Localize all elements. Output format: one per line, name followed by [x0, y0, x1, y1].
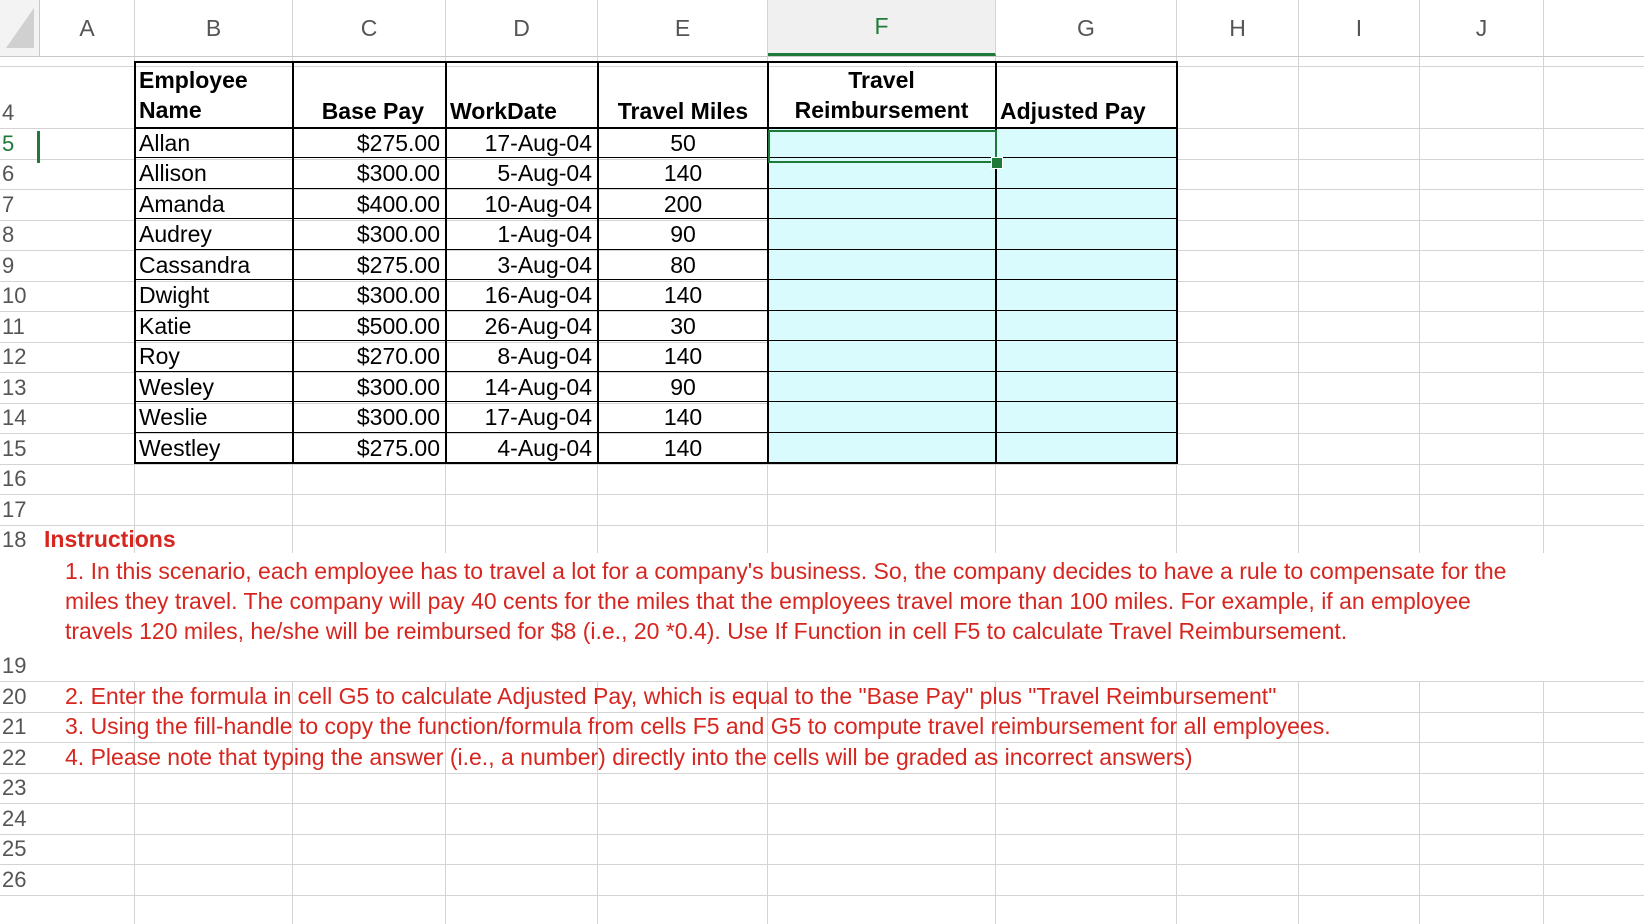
cell-travel-reimbursement[interactable] — [768, 280, 996, 311]
table-border-horizontal — [134, 371, 1178, 372]
row-header-24[interactable]: 24 — [2, 806, 27, 831]
cell-base-pay[interactable]: $300.00 — [356, 282, 440, 308]
table-border-horizontal — [134, 340, 1178, 341]
instruction-item-4: 4. Please note that typing the answer (i.e., a number) directly into the cells will be graded as incorrect answers) — [65, 744, 1193, 770]
cell-workdate[interactable]: 10-Aug-04 — [484, 191, 592, 217]
row-header-4[interactable]: 4 — [2, 100, 15, 125]
row-header-5[interactable]: 5 — [2, 131, 15, 156]
cell-workdate[interactable]: 5-Aug-04 — [497, 160, 592, 186]
cell-adjusted-pay[interactable] — [996, 250, 1177, 281]
selected-cell-F5[interactable] — [768, 130, 997, 163]
column-header-h[interactable]: H — [1177, 0, 1299, 56]
cell-travel-reimbursement[interactable] — [768, 311, 996, 342]
table-border-horizontal — [134, 218, 1178, 219]
cell-employee-name[interactable]: Roy — [139, 343, 180, 369]
grid-row-line — [0, 834, 1644, 835]
table-border-horizontal — [134, 401, 1178, 402]
table-border-horizontal — [134, 127, 1178, 129]
header-reimb-line2: Reimbursement — [794, 97, 969, 123]
cell-base-pay[interactable]: $300.00 — [356, 374, 440, 400]
cell-base-pay[interactable]: $300.00 — [356, 221, 440, 247]
cell-travel-reimbursement[interactable] — [768, 219, 996, 250]
cell-travel-miles[interactable]: 50 — [670, 130, 696, 156]
cell-base-pay[interactable]: $270.00 — [356, 343, 440, 369]
table-border-horizontal — [134, 462, 1178, 464]
table-border-vertical — [597, 61, 599, 463]
table-border-vertical — [445, 61, 447, 463]
cell-travel-miles[interactable]: 140 — [663, 343, 703, 369]
header-travel-miles[interactable]: Travel Miles — [617, 98, 749, 124]
grid-row-line — [0, 864, 1644, 865]
grid-row-line — [0, 525, 1644, 526]
cell-adjusted-pay[interactable] — [996, 372, 1177, 403]
row-header-26[interactable]: 26 — [2, 867, 27, 892]
table-border-horizontal — [134, 432, 1178, 433]
grid-column-line — [1543, 56, 1544, 924]
grid-row-line — [0, 494, 1644, 495]
column-header-a[interactable]: A — [40, 0, 135, 56]
header-base-pay[interactable]: Base Pay — [321, 98, 424, 124]
cell-adjusted-pay[interactable] — [996, 158, 1177, 189]
column-header-i[interactable]: I — [1299, 0, 1420, 56]
cell-travel-miles[interactable]: 140 — [663, 435, 703, 461]
instruction-item-1-line-3: travels 120 miles, he/she will be reimbursed for $8 (i.e., 20 *0.4). Use If Function in cell F5 to calculate Travel Reimbursement. — [65, 618, 1348, 644]
cell-adjusted-pay[interactable] — [996, 433, 1177, 464]
cell-travel-miles[interactable]: 90 — [670, 221, 696, 247]
cell-employee-name[interactable]: Katie — [139, 313, 192, 339]
cell-adjusted-pay[interactable] — [996, 311, 1177, 342]
cell-travel-miles[interactable]: 140 — [663, 404, 703, 430]
table-border-vertical — [292, 61, 294, 463]
table-border-horizontal — [134, 310, 1178, 311]
select-all-triangle-icon — [6, 8, 34, 48]
grid-row-line — [0, 464, 1644, 465]
instruction-item-3: 3. Using the fill-handle to copy the function/formula from cells F5 and G5 to compute travel reimbursement for all employees. — [65, 713, 1331, 739]
grid-row-line — [0, 895, 1644, 896]
cell-travel-reimbursement[interactable] — [768, 372, 996, 403]
cell-base-pay[interactable]: $275.00 — [356, 252, 440, 278]
header-employee-name[interactable] — [135, 65, 293, 125]
grid-column-line — [1419, 56, 1420, 924]
cell-workdate[interactable]: 17-Aug-04 — [484, 404, 592, 430]
cell-travel-miles[interactable]: 30 — [670, 313, 696, 339]
cell-travel-miles[interactable]: 140 — [663, 160, 703, 186]
table-border-horizontal — [134, 61, 1178, 63]
row-header-9[interactable]: 9 — [2, 253, 15, 278]
table-border-horizontal — [134, 279, 1178, 280]
row-header-11[interactable]: 11 — [2, 314, 25, 339]
cell-workdate[interactable]: 17-Aug-04 — [484, 130, 592, 156]
table-border-horizontal — [134, 188, 1178, 189]
cell-travel-miles[interactable]: 140 — [663, 282, 703, 308]
row-header-15[interactable]: 15 — [2, 436, 27, 461]
header-reimb-line1: Travel — [848, 67, 915, 93]
cell-employee-name[interactable]: Cassandra — [139, 252, 251, 278]
table-border-horizontal — [134, 157, 1178, 158]
cell-travel-reimbursement[interactable] — [768, 402, 996, 433]
cell-adjusted-pay[interactable] — [996, 189, 1177, 220]
header-workdate[interactable]: WorkDate — [450, 98, 557, 124]
column-header-g[interactable]: G — [996, 0, 1177, 56]
cell-employee-name[interactable]: Audrey — [139, 221, 212, 247]
row-header-22[interactable]: 22 — [2, 745, 27, 770]
cell-adjusted-pay[interactable] — [996, 402, 1177, 433]
column-header-b[interactable]: B — [135, 0, 293, 56]
table-border-vertical — [1176, 61, 1178, 463]
cell-workdate[interactable]: 16-Aug-04 — [484, 282, 592, 308]
row-header-21[interactable]: 21 — [2, 714, 27, 739]
cell-travel-reimbursement[interactable] — [768, 250, 996, 281]
fill-handle[interactable] — [991, 157, 1003, 169]
table-border-vertical — [134, 61, 136, 463]
row-header-20[interactable]: 20 — [2, 684, 27, 709]
table-border-vertical — [767, 61, 769, 463]
cell-travel-miles[interactable]: 80 — [670, 252, 696, 278]
cell-base-pay[interactable]: $275.00 — [356, 130, 440, 156]
row-header-25[interactable]: 25 — [2, 836, 27, 861]
cell-travel-reimbursement[interactable] — [768, 341, 996, 372]
cell-travel-miles[interactable]: 90 — [670, 374, 696, 400]
cell-travel-miles[interactable]: 200 — [663, 191, 703, 217]
cell-employee-name[interactable]: Dwight — [139, 282, 210, 308]
row-header-10[interactable]: 10 — [2, 283, 27, 308]
cell-employee-name[interactable]: Allison — [139, 160, 207, 186]
row-header-23[interactable]: 23 — [2, 775, 27, 800]
header-employee-line1: Employee — [139, 67, 248, 93]
row-header-18[interactable]: 18 — [2, 527, 27, 552]
cell-adjusted-pay[interactable] — [996, 128, 1177, 159]
row-header-7[interactable]: 7 — [2, 192, 15, 217]
cell-workdate[interactable]: 1-Aug-04 — [497, 221, 592, 247]
cell-base-pay[interactable]: $500.00 — [356, 313, 440, 339]
row-header-6[interactable]: 6 — [2, 161, 15, 186]
cell-employee-name[interactable]: Westley — [139, 435, 221, 461]
cell-base-pay[interactable]: $275.00 — [356, 435, 440, 461]
row-header-14[interactable]: 14 — [2, 405, 27, 430]
grid-column-line — [1298, 56, 1299, 924]
column-header-j[interactable]: J — [1420, 0, 1544, 56]
cell-employee-name[interactable]: Weslie — [139, 404, 208, 430]
cell-base-pay[interactable]: $300.00 — [356, 160, 440, 186]
cell-workdate[interactable]: 4-Aug-04 — [497, 435, 592, 461]
table-border-horizontal — [134, 249, 1178, 250]
column-header-d[interactable]: D — [446, 0, 598, 56]
cell-adjusted-pay[interactable] — [996, 280, 1177, 311]
cell-workdate[interactable]: 3-Aug-04 — [497, 252, 592, 278]
row-header-13[interactable]: 13 — [2, 375, 27, 400]
cell-employee-name[interactable]: Wesley — [139, 374, 214, 400]
header-employee-line2: Name — [139, 97, 202, 123]
cell-base-pay[interactable]: $400.00 — [356, 191, 440, 217]
header-travel-reimbursement[interactable] — [768, 65, 995, 125]
row-header-8[interactable]: 8 — [2, 222, 15, 247]
instruction-item-2: 2. Enter the formula in cell G5 to calculate Adjusted Pay, which is equal to the "Base Pay" plus "Travel Reimbursement" — [65, 683, 1277, 709]
column-header-c[interactable]: C — [293, 0, 446, 56]
cell-workdate[interactable]: 14-Aug-04 — [484, 374, 592, 400]
instruction-item-1-line-2: miles they travel. The company will pay 40 cents for the miles that the employees travel more than 100 miles. For example, if an employee — [65, 588, 1471, 614]
instruction-item-1-line-1: 1. In this scenario, each employee has to travel a lot for a company's business. So, the company decides to have a rule to compensate for the — [65, 558, 1507, 584]
row-header-19[interactable]: 19 — [2, 653, 27, 678]
cell-adjusted-pay[interactable] — [996, 341, 1177, 372]
table-border-vertical — [995, 61, 997, 463]
cell-workdate[interactable]: 8-Aug-04 — [497, 343, 592, 369]
cell-adjusted-pay[interactable] — [996, 219, 1177, 250]
column-header-e[interactable]: E — [598, 0, 768, 56]
select-all-corner[interactable] — [0, 0, 40, 56]
active-row-indicator — [37, 131, 40, 163]
cell-travel-reimbursement[interactable] — [768, 433, 996, 464]
column-header-f[interactable]: F — [768, 0, 996, 56]
row-header-17[interactable]: 17 — [2, 497, 27, 522]
cell-workdate[interactable]: 26-Aug-04 — [484, 313, 592, 339]
cell-base-pay[interactable]: $300.00 — [356, 404, 440, 430]
row-header-16[interactable]: 16 — [2, 466, 27, 491]
row-header-12[interactable]: 12 — [2, 344, 27, 369]
header-adjusted-pay[interactable]: Adjusted Pay — [1000, 98, 1146, 124]
cell-employee-name[interactable]: Amanda — [139, 191, 225, 217]
cell-travel-reimbursement[interactable] — [768, 189, 996, 220]
instructions-title: Instructions — [44, 526, 176, 552]
grid-row-line — [0, 773, 1644, 774]
grid-row-line — [0, 803, 1644, 804]
cell-employee-name[interactable]: Allan — [139, 130, 191, 156]
